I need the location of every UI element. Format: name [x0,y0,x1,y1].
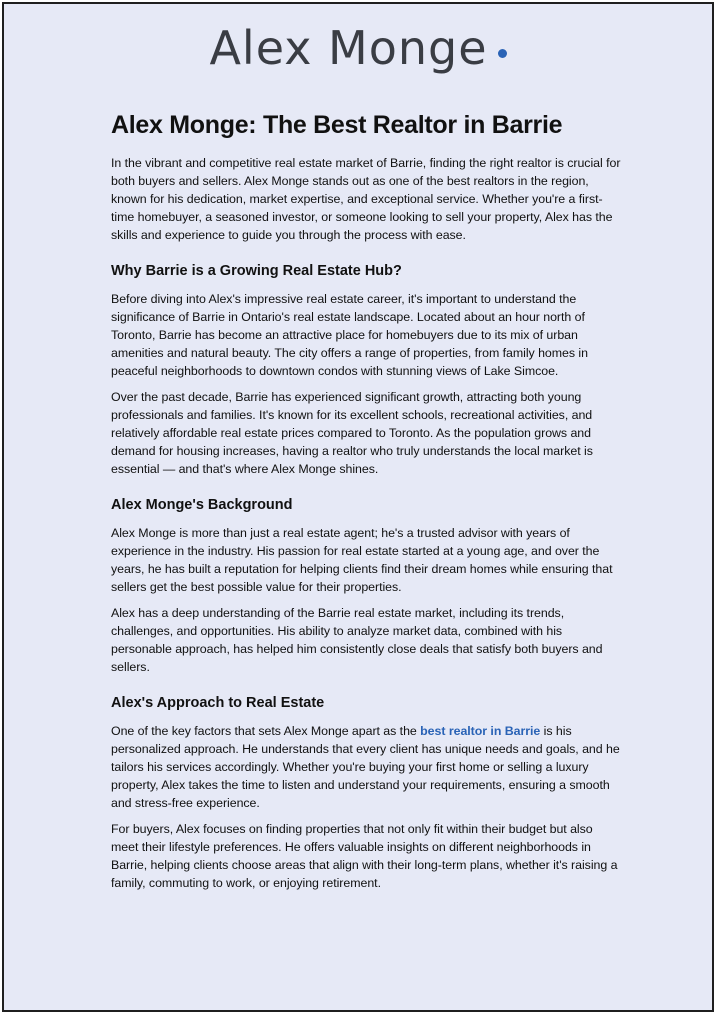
section-paragraph: Over the past decade, Barrie has experienced significant growth, attracting both young professionals and families. It's known for its excellent schools, recreational activities, and relatively affordable real estate prices compared to Toronto. As the population grows and demand for housing increases, having a realtor who truly understands the local market is essential — and that's where Alex Monge shines. [111,390,593,476]
logo-text: Alex Monge [209,21,488,75]
paragraph-text: One of the key factors that sets Alex Monge apart as the [111,724,421,738]
section-heading-why-barrie: Why Barrie is a Growing Real Estate Hub? [111,263,402,279]
section-heading-background: Alex Monge's Background [111,497,293,513]
section-paragraph: Alex Monge is more than just a real estate agent; he's a trusted advisor with years of experience in the industry. His passion for real estate started at a young age, and over the years, he has built a reputation for helping clients find their dream homes while ensuring that sellers get the best possible value for their properties. [111,526,613,594]
section-paragraph-with-link [111,722,623,812]
logo-dot-icon [498,49,507,58]
page-title: Alex Monge: The Best Realtor in Barrie [111,111,563,139]
paragraph-text: is his personalized approach. He understands that every client has unique needs and goals, and he tailors his services accordingly. Whether you're buying your first home or selling a luxury property, Alex takes the time to listen and understand your requirements, ensuring a smooth and stress-free experience. [111,724,620,810]
section-heading-approach: Alex's Approach to Real Estate [111,695,325,711]
intro-paragraph: In the vibrant and competitive real estate market of Barrie, finding the right realtor is crucial for both buyers and sellers. Alex Monge stands out as one of the best realtors in the region, known for his dedication, market expertise, and exceptional service. Whether you're a first-time homebuyer, a seasoned investor, or someone looking to sell your property, Alex has the skills and experience to guide you through the process with ease. [111,156,621,242]
article-body [111,108,623,900]
best-realtor-link[interactable]: best realtor in Barrie [420,724,541,738]
section-paragraph: For buyers, Alex focuses on finding properties that not only fit within their budget but also meet their lifestyle preferences. He offers valuable insights on different neighborhoods in Barrie, helping clients choose areas that align with their long-term plans, whether it's raising a family, commuting to work, or enjoying retirement. [111,822,618,890]
section-paragraph: Alex has a deep understanding of the Barrie real estate market, including its trends, challenges, and opportunities. His ability to analyze market data, combined with his personable approach, has helped him consistently close deals that satisfy both buyers and sellers. [111,606,603,674]
document-page [2,2,714,1012]
section-paragraph: Before diving into Alex's impressive real estate career, it's important to understand the significance of Barrie in Ontario's real estate landscape. Located about an hour north of Toronto, Barrie has become an attractive place for homebuyers due to its mix of urban amenities and natural beauty. The city offers a range of properties, from family homes in peaceful neighborhoods to downtown condos with stunning views of Lake Simcoe. [111,292,588,378]
logo [4,18,712,78]
